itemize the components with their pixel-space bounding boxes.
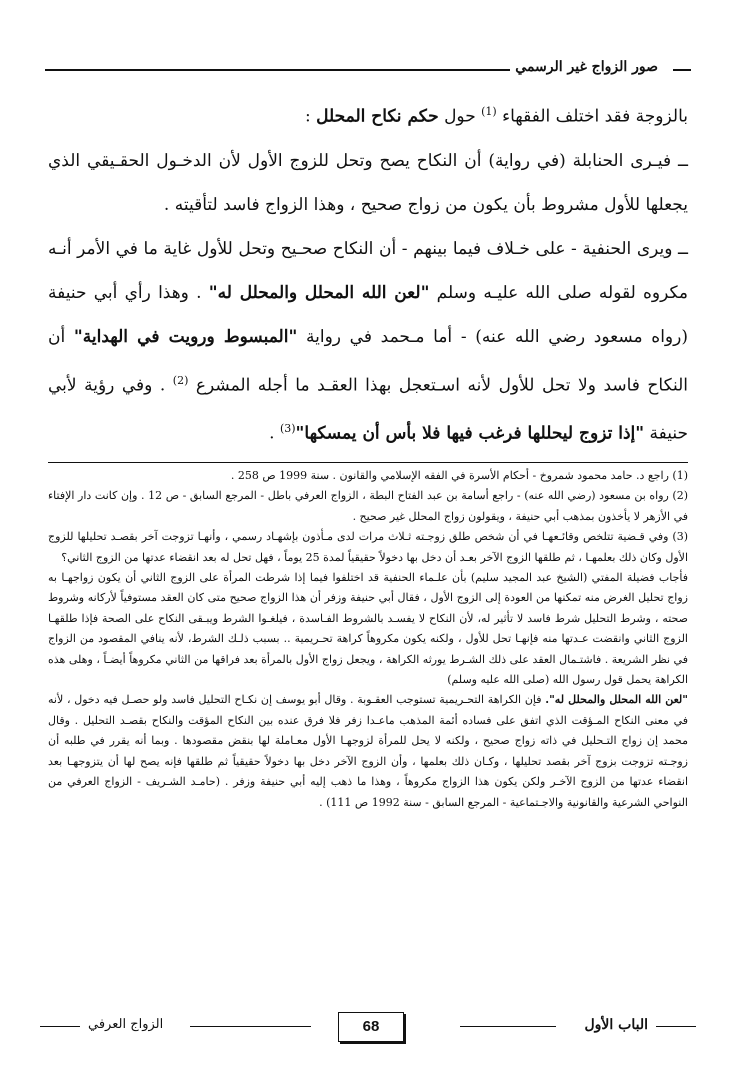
- page-number: 68: [338, 1012, 404, 1042]
- book-title: الزواج العرفي: [88, 1017, 164, 1032]
- hadith-quote: "لعن الله المحلل والمحلل له": [208, 282, 430, 303]
- intro-bold-topic: حكم نكاح المحلل: [316, 106, 439, 127]
- footnotes: [48, 466, 688, 813]
- main-text: [48, 90, 688, 456]
- footer-rule-center-left: [190, 1026, 311, 1027]
- header-rule: [45, 69, 571, 71]
- fatwa-hadith-quote: "لعن الله المحلل والمحلل له".: [545, 693, 688, 707]
- hanafiya-text-a: ــ ويرى الحنفية - على خـلاف فيما بينهم - أن النكاح صحـيح وتحل للأول غاية ما في الأمر أنـه مكروه لقوله صلى الله عليـه وسلم: [48, 238, 689, 303]
- paragraph-hanafiya: [48, 227, 688, 456]
- paragraph-intro: [48, 90, 688, 139]
- footnote-1: (1) راجع د. حامد محمود شمروخ - أحكام الأسرة في الفقه الإسلامي والقانون . سنة 1999 ص 258 .: [230, 469, 688, 482]
- intro-end: :: [305, 106, 317, 127]
- footnote-ref-1: (1): [481, 105, 497, 118]
- footnote-3-question: (3) وفي قـضية تتلخص وقائـعهـا في أن شخص طلق زوجـته ثـلاث مرات لدى مـأذون بإشهـاد رسمي ، وأنهـا تزوجت آخر بقصـد تحليلها للزوج الأول وكان ذلك بعلمهـا ، ثم طلقها الزوج الآخر بعـد أن دخل بها دخولاً حقيقياً لمدة 25 يوماً ، فهل تحل له بعد انقضاء عدتها من الزوج الثاني؟: [48, 530, 688, 564]
- abu-hanifa-quote: "إذا تزوج ليحللها فرغب فيها فلا بأس أن يمسكها": [295, 423, 645, 444]
- header-dash: [673, 69, 691, 71]
- hanafiya-text-h: .: [269, 423, 280, 444]
- hanafiya-text-c: . وهذا رأي أبي حنيفة (رواه مسعود رضي الله عنه) - أما مـحمد في رواية: [48, 282, 688, 347]
- intro-text: بالزوجة فقد اختلف الفقهاء: [502, 106, 688, 127]
- source-quote: "المبسوط ورويت في الهداية": [73, 326, 298, 347]
- footnote-separator: [48, 462, 688, 463]
- chapter-label: الباب الأول: [584, 1017, 648, 1033]
- fatwa-text: فأجاب فضيلة المفتي (الشيخ عبد المجيد سليم) بأن علـماء الحنفية قد اختلفوا فيما إذا شرطت المرأة على الزوج الثاني أن يكون زواجهـا به زواج تحليل الغرض منه تمكنها من العودة إلى الزوج الأول ، فقال أبي حنيفة وزفر أن هذا الزواج صحيح متى كان العقد مستوفياً لأركانه وشروط صحته ، وشرط التحليل شرط فاسد لا تأثير له، لأن النكاح لا يفسـد بالشروط الفـاسدة ، فيلغـوا الشرط ويبـقى النكاح على الصحة فإذا طلقهـا الزوج الثاني وانقضت عـدتها منه فإنهـا تحل للأول ، ولكنه يكون مكروهاً كراهة تحـريمية .. بسبب ذلـك الشرط، لأنه ينافي المقصود من الزواج في نظر الشريعة . فاشتـمال العقد على ذلك الشـرط يورثه الكراهة ، ويجعل زواج الأول بالمرأة بعد فراقها من الثاني مكروهاً أيضـاً ، وهلى هذه الكراهة يحمل قول رسول الله (صلى الله عليه وسلم): [48, 571, 688, 687]
- footnote-ref-3: (3): [279, 422, 296, 436]
- header-title: صور الزواج غير الرسمي: [510, 59, 663, 75]
- running-header: [45, 58, 691, 82]
- footnote-ref-2: (2): [172, 373, 189, 387]
- footer-rule-left: [40, 1026, 80, 1027]
- footnote-2: (2) رواه بن مسعود (رضي الله عنه) - راجع أسامة بن عبد الفتاح البطة ، الزواج العرفي باطل - المرجع السابق - ص 12 . وإن كانت دار الإفتاء في الأزهر لا يأخذون بمذهب أبي حنيفة ، ويقولون زواج المحلل غير صحيح .: [48, 489, 689, 523]
- footer-rule-right: [656, 1026, 696, 1027]
- running-footer: [40, 1012, 696, 1042]
- intro-mid: حول: [438, 106, 482, 127]
- footer-rule-center-right: [460, 1026, 556, 1027]
- footnote-3-answer: [48, 568, 688, 813]
- fatwa-text-continued: فإن الكراهة التحـريمية تستوجب العقـوبة . وقال أبو يوسف إن نكـاح التحليل فاسد ولو حصـل فيه دخول ، لأنه في معنى النكاح المـؤقت الذي اتفق على فساده أئمة المذهب ماعـدا زفر فلا فرق عنده بين النكاح المؤقت والنكاح بقصـد التحليل . وقال محمد إن زواج التـحليل في ذاته زواج صحيح ، ولكنه لا يحل للمرأة لزوجهـا الأول معـاملة لها بنقض مقصودها . وبما أنه يقرر في طلبه أن زوجـته تزوجت بزوج آخر بقصد تحليلها ، وكـان ذلك بعلمها ، وأن الزوج الآخر دخل بها دخولاً حقيقياً ثم طلقها فإنه يصح لها أن يتزوجهـا بعد انقضاء عدتها من الزوج الآخـر ولكن يكون هذا الزواج مكروهاً ، وهذا ما ذهب إليه أبي حنيفة وزفر . (حامـد الشـريف - الزواج العرفي من النواحي الشرعية والقانونية والاجـتماعية - المرجع السابق - سنة 1992 ص 111) .: [48, 693, 688, 809]
- hanafiya-text-f: . وفي رؤية لأبي حنيفة: [48, 375, 688, 444]
- paragraph-hanabila: ــ فيـرى الحنابلة (في رواية) أن النكاح يصح وتحل للزوج الأول لأن الدخـول الحقـيقي الذي يجعلها للأول مشروط بأن يكون من زواج صحيح ، وهذا الزواج فاسد لتأقيته .: [48, 150, 688, 215]
- hanafiya-text-e: أن النكاح فاسد ولا تحل للأول لأنه اسـتعجل بهذا العقـد ما أجله المشرع: [48, 326, 688, 396]
